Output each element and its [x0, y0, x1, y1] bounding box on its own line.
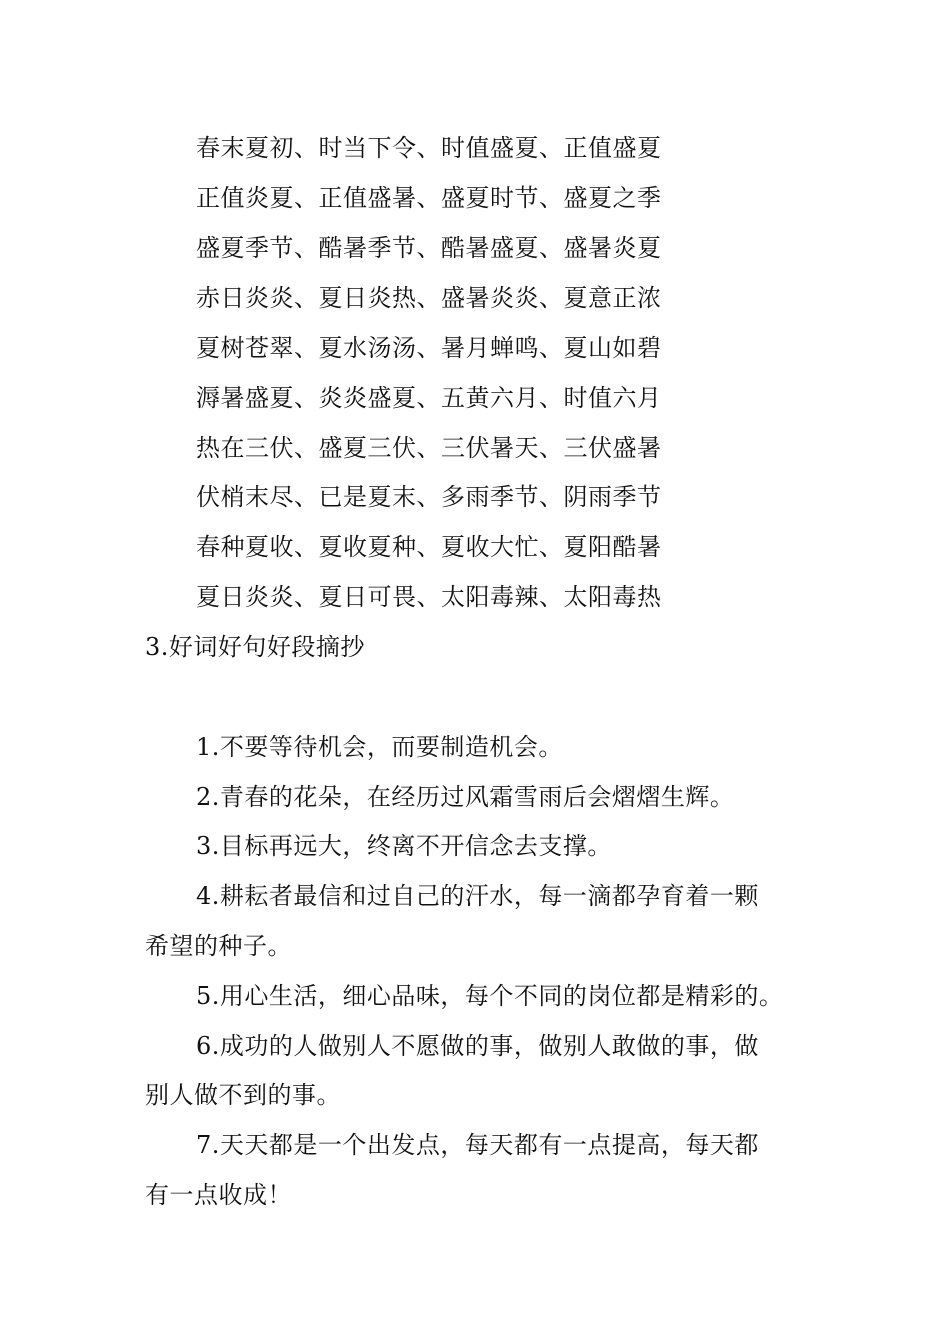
section-heading: 3.好词好句好段摘抄	[145, 633, 365, 661]
idiom-line: 赤日炎炎、夏日炎热、盛暑炎炎、夏意正浓	[196, 284, 662, 312]
idiom-line: 伏梢末尽、已是夏末、多雨季节、阴雨季节	[196, 483, 662, 511]
quote-line: 6.成功的人做别人不愿做的事，做别人敢做的事，做	[196, 1032, 759, 1060]
idiom-line: 春末夏初、时当下令、时值盛夏、正值盛夏	[196, 134, 662, 162]
idiom-line: 盛夏季节、酷暑季节、酷暑盛夏、盛暑炎夏	[196, 234, 662, 262]
idiom-line: 热在三伏、盛夏三伏、三伏暑天、三伏盛暑	[196, 434, 662, 462]
quote-line: 4.耕耘者最信和过自己的汗水，每一滴都孕育着一颗	[196, 882, 759, 910]
quote-line: 3.目标再远大，终离不开信念去支撑。	[196, 832, 612, 860]
quote-line: 2.青春的花朵，在经历过风霜雪雨后会熠熠生辉。	[196, 783, 735, 811]
idiom-line: 春种夏收、夏收夏种、夏收大忙、夏阳酷暑	[196, 533, 662, 561]
quote-continuation: 有一点收成！	[145, 1181, 292, 1209]
quote-line: 1.不要等待机会，而要制造机会。	[196, 733, 563, 761]
idiom-line: 夏树苍翠、夏水汤汤、暑月蝉鸣、夏山如碧	[196, 334, 662, 362]
quote-continuation: 希望的种子。	[145, 932, 292, 960]
quote-line: 7.天天都是一个出发点，每天都有一点提高，每天都	[196, 1131, 759, 1159]
idiom-line: 正值炎夏、正值盛暑、盛夏时节、盛夏之季	[196, 184, 662, 212]
idiom-line: 夏日炎炎、夏日可畏、太阳毒辣、太阳毒热	[196, 583, 662, 611]
quote-line: 5.用心生活，细心品味，每个不同的岗位都是精彩的。	[196, 982, 784, 1010]
idiom-line: 溽暑盛夏、炎炎盛夏、五黄六月、时值六月	[196, 384, 662, 412]
quote-continuation: 别人做不到的事。	[145, 1081, 341, 1109]
